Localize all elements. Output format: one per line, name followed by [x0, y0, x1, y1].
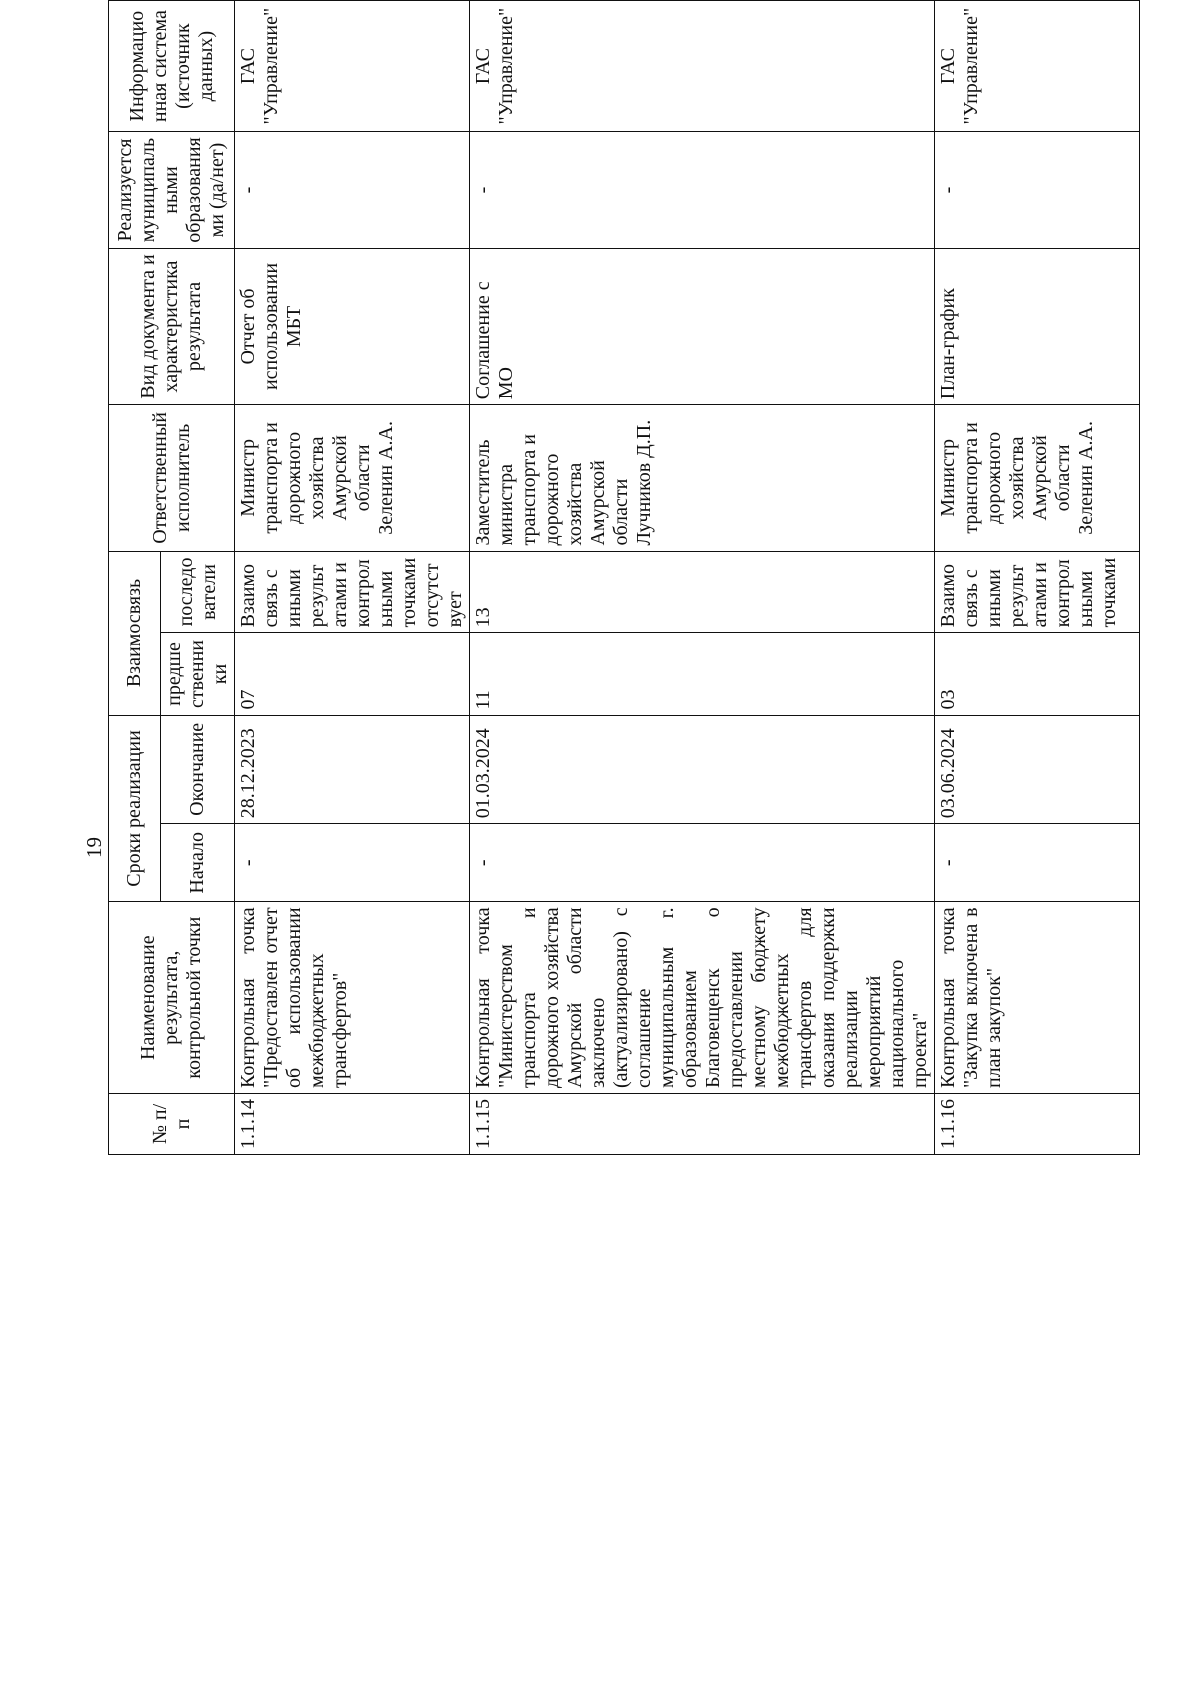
header-mun: Реализуется муниципаль ными образования ми (да/нет): [109, 132, 235, 249]
header-terms: Сроки реализации: [109, 715, 161, 902]
cell-name: Контрольная точка "Министерством транспорта и дорожного хозяйства Амурской области заключено (актуализировано) с соглашение муниципальным г. образованием Благовещенск о предоставлении местному бюджету межбюджетных трансфертов для оказания поддержки реализации мероприятий национального проекта": [470, 902, 935, 1094]
header-doc: Вид документа и характеристика результата: [109, 248, 235, 404]
header-prev: предше ственни ки: [161, 633, 235, 715]
header-resp: Ответственный исполнитель: [109, 405, 235, 551]
cell-start: -: [235, 824, 470, 902]
header-name: Наименование результата, контрольной точки: [109, 902, 235, 1094]
cell-end: 03.06.2024: [935, 715, 1140, 824]
cell-end: 28.12.2023: [235, 715, 470, 824]
cell-start: -: [470, 824, 935, 902]
cell-prev: 07: [235, 633, 470, 715]
cell-prev: 11: [470, 633, 935, 715]
control-points-table: [108, 0, 1140, 1155]
header-is: Информацио нная система (источник данных): [109, 1, 235, 132]
cell-next: 13: [470, 551, 935, 633]
cell-end: 01.03.2024: [470, 715, 935, 824]
table-row: [235, 1, 470, 1155]
table-row: [470, 1, 935, 1155]
page-number: 19: [82, 837, 106, 858]
cell-is: ГАС "Управление": [235, 1, 470, 132]
cell-num: 1.1.16: [935, 1094, 1140, 1155]
cell-next: Взаимо связь с иными результ атами и контрол ьными точками: [935, 551, 1140, 633]
cell-num: 1.1.14: [235, 1094, 470, 1155]
header-num: № п/п: [109, 1094, 235, 1155]
cell-doc: План-график: [935, 248, 1140, 404]
cell-resp: Министр транспорта и дорожного хозяйства Амурской области Зеленин А.А.: [235, 405, 470, 551]
table-row: [935, 1, 1140, 1155]
cell-mun: -: [235, 132, 470, 249]
header-row-1: [109, 1, 161, 1155]
cell-is: ГАС "Управление": [470, 1, 935, 132]
cell-start: -: [935, 824, 1140, 902]
cell-next: Взаимо связь с иными результ атами и контрол ьными точками отсутст вует: [235, 551, 470, 633]
header-end: Окончание: [161, 715, 235, 824]
cell-is: ГАС "Управление": [935, 1, 1140, 132]
cell-doc: Соглашение с МО: [470, 248, 935, 404]
cell-resp: Министр транспорта и дорожного хозяйства Амурской области Зеленин А.А.: [935, 405, 1140, 551]
cell-doc: Отчет об использовании МБТ: [235, 248, 470, 404]
header-start: Начало: [161, 824, 235, 902]
header-next: последо ватели: [161, 551, 235, 633]
cell-name: Контрольная точка "Закупка включена в план закупок": [935, 902, 1140, 1094]
cell-resp: Заместитель министра транспорта и дорожного хозяйства Амурской области Лучников Д.П.: [470, 405, 935, 551]
cell-prev: 03: [935, 633, 1140, 715]
cell-mun: -: [470, 132, 935, 249]
cell-mun: -: [935, 132, 1140, 249]
cell-num: 1.1.15: [470, 1094, 935, 1155]
cell-name: Контрольная точка "Предоставлен отчет об использовании межбюджетных трансфертов": [235, 902, 470, 1094]
header-link: Взаимосвязь: [109, 551, 161, 715]
